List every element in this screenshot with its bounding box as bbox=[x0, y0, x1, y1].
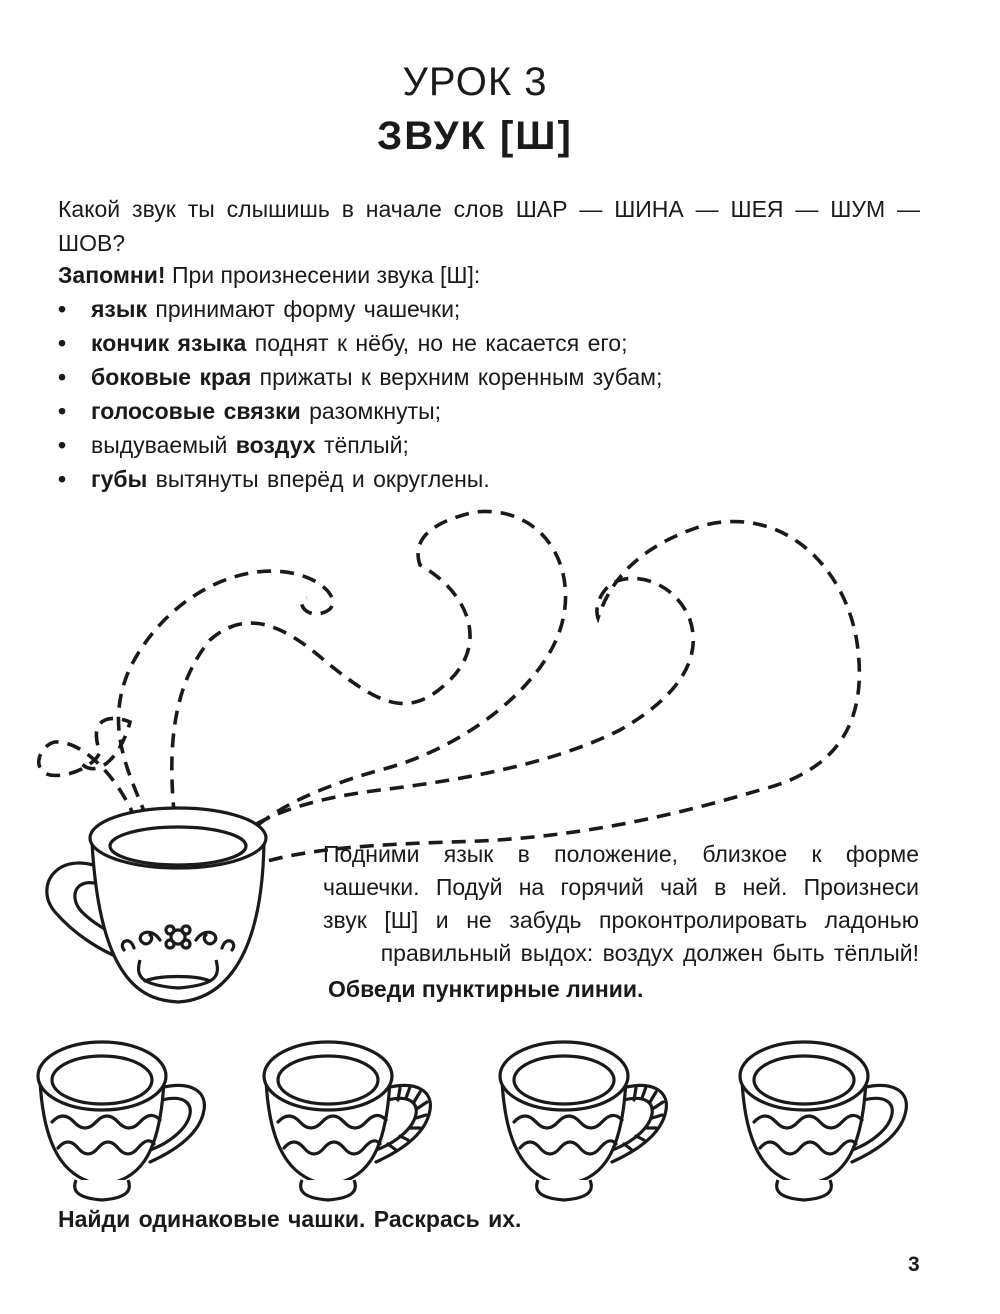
teacup-main bbox=[47, 808, 266, 1002]
cup-2[interactable] bbox=[264, 1042, 430, 1200]
rule-item: • губы вытянуты вперёд и округлены. bbox=[58, 462, 662, 496]
rule-item: • голосовые связки разомкнуты; bbox=[58, 394, 662, 428]
lesson-title: УРОК 3 bbox=[402, 60, 548, 104]
intro-question: Какой звук ты слышишь в начале слов ШАР — ШИНА — ШЕЯ — ШУМ — ШОВ? bbox=[58, 196, 920, 256]
cup-3[interactable] bbox=[500, 1042, 666, 1200]
page-number: 3 bbox=[908, 1253, 920, 1276]
remember-label: Запомни! bbox=[58, 262, 166, 288]
exercise-instruction: Подними язык в положение, близкое к форме чашечки. Подуй на горячий чай в ней. Произнеси звук [Ш] и не забудь проконтролировать ладонью правильный выдох: воздух должен быть тёплый! bbox=[323, 841, 919, 966]
sound-title: ЗВУК [Ш] bbox=[377, 114, 573, 158]
task-find-cups: Найди одинаковые чашки. Раскрась их. bbox=[58, 1206, 522, 1232]
remember-text: При произнесении звука [Ш]: bbox=[171, 262, 481, 288]
rule-item: • выдуваемый воздух тёплый; bbox=[58, 428, 662, 462]
rule-item: • кончик языка поднят к нёбу, но не касается его; bbox=[58, 326, 662, 360]
cup-4[interactable] bbox=[740, 1042, 906, 1200]
rule-item: • язык принимают форму чашечки; bbox=[58, 292, 662, 326]
rule-item: • боковые края прижаты к верхним коренным зубам; bbox=[58, 360, 662, 394]
task-trace-lines: Обведи пунктирные линии. bbox=[328, 976, 644, 1002]
cup-1[interactable] bbox=[38, 1042, 204, 1200]
